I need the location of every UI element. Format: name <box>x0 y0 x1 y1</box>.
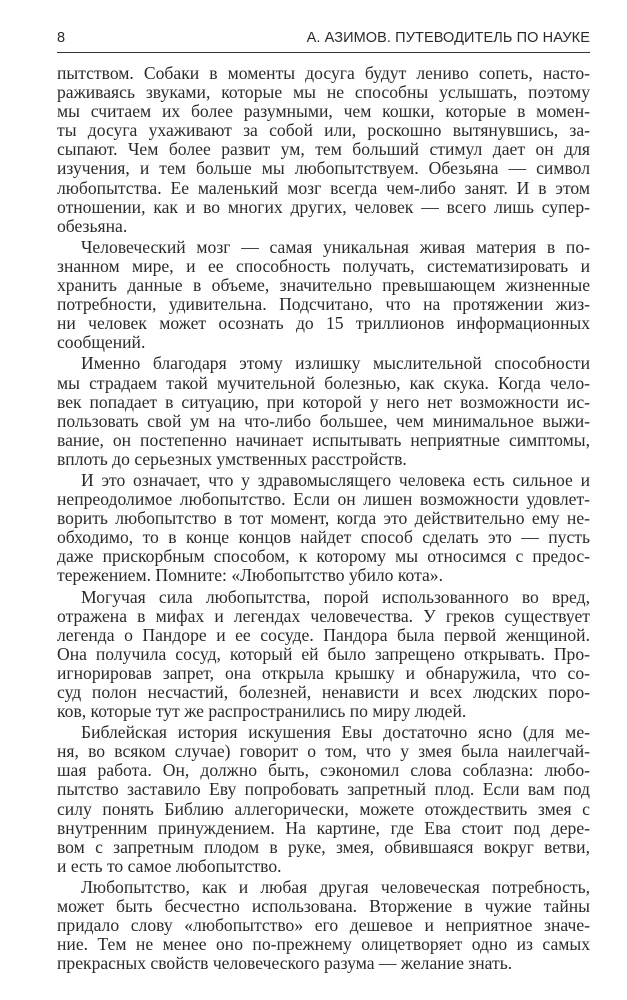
text-line: хранить данные в объеме, значительно превышающем жизненные <box>57 275 590 296</box>
text-line: Человеческий мозг — самая уникальная живая материя в по- <box>81 236 590 257</box>
text-line: непреодолимое любопытство. Если он лишен возможности удовлет- <box>57 489 590 510</box>
text-line: И это означает, что у здравомыслящего человека есть сильное и <box>81 469 590 490</box>
text-line: ня, во всяком случае) говорит о том, что у змея была наилегчай- <box>57 741 590 762</box>
text-line: внутренним принуждением. На картине, где Ева стоит под дере- <box>57 817 590 838</box>
running-header <box>57 28 590 53</box>
text-line: вплоть до серьезных умственных расстройств. <box>57 448 407 469</box>
text-line: знанном мире, и ее способность получать, систематизировать и <box>57 255 590 276</box>
text-line: вание, он постепенно начинает испытывать неприятные симптомы, <box>57 429 590 450</box>
text-line: обезьяна. <box>57 215 128 236</box>
text-line: суд полон несчастий, болезней, ненависти и всех людских поро- <box>57 682 590 702</box>
page-number: 8 <box>57 30 66 46</box>
text-line: век попадает в ситуацию, при которой у него нет возможности ис- <box>57 391 590 412</box>
text-line: пользовать свой ум на что-либо большее, чем минимальное выжи- <box>57 410 590 431</box>
text-line: отношении, как и во многих других, человек — всего лишь супер- <box>57 196 590 217</box>
text-line: Библейская история искушения Евы достаточно ясно (для ме- <box>81 722 590 743</box>
paragraph <box>57 723 590 876</box>
text-line: пытство заставило Еву попробовать запретный плод. Если вам под <box>57 779 590 800</box>
text-line: силу понять Библию аллегорически, можете отождествить змея с <box>57 798 590 819</box>
text-line: пытством. Собаки в моменты досуга будут лениво сопеть, насто- <box>57 63 590 83</box>
page-body-text <box>57 64 590 975</box>
text-line: Любопытство, как и любая другая человеческая потребность, <box>81 876 590 897</box>
text-line: сыпают. Чем более развит ум, тем больший стимул дает он для <box>57 139 590 160</box>
text-line: любопытства. Ее маленький мозг всегда чем-либо занят. И в этом <box>57 177 590 198</box>
paragraph <box>57 588 590 722</box>
text-line: ты досуга ухаживают за собой или, роскошно вытянувшись, за- <box>57 120 590 141</box>
text-line: даже прискорбным способом, к которому мы относимся с предос- <box>57 546 590 567</box>
text-line: ворить любопытство в тот момент, когда это действительно ему не- <box>57 508 590 529</box>
text-line: игнорировав запрет, она открыла крышку и обнаружила, что со- <box>57 662 590 683</box>
paragraph <box>57 354 590 469</box>
paragraph <box>57 878 590 973</box>
text-line: мы считаем их более разумными, чем кошки, которые в момен- <box>57 101 590 122</box>
paragraph <box>57 238 590 353</box>
text-line: Могучая сила любопытства, порой использованного во вред, <box>81 586 590 607</box>
text-line: Именно благодаря этому излишку мыслительной способности <box>81 353 590 374</box>
text-line: Она получила сосуд, который ей было запрещено открывать. Про- <box>57 643 590 664</box>
text-line: может быть бесчестно использована. Вторжение в чужие тайны <box>57 896 590 917</box>
text-line: ни человек может осознать до 15 триллионов информационных <box>57 313 590 334</box>
text-line: вом с запретным плодом в руке, змея, обвившаяся вокруг ветви, <box>57 836 590 857</box>
text-line: тережением. Помните: «Любопытство убило кота». <box>57 565 443 586</box>
paragraph <box>57 64 590 236</box>
text-line: отражена в мифах и легендах человечества. У греков существует <box>57 605 590 626</box>
text-line: ние. Тем не менее оно по-прежнему олицетворяет одно из самых <box>57 934 590 955</box>
text-line: шая работа. Он, должно быть, сэкономил слова соблазна: любо- <box>57 760 590 781</box>
text-line: легенда о Пандоре и ее сосуде. Пандора была первой женщиной. <box>57 624 590 645</box>
text-line: потребности, удивительна. Подсчитано, что на протяжении жиз- <box>57 294 590 315</box>
text-line: сообщений. <box>57 332 146 353</box>
running-title: А. АЗИМОВ. ПУТЕВОДИТЕЛЬ ПО НАУКЕ <box>306 30 590 46</box>
text-line: мы страдаем такой мучительной болезнью, как скука. Когда чело- <box>57 372 590 393</box>
text-line: и есть то самое любопытство. <box>57 855 282 876</box>
text-line: изучения, и тем больше мы любопытствуем. Обезьяна — символ <box>57 158 590 179</box>
text-line: обходимо, то в конце концов найдет способ сделать это — пусть <box>57 527 590 548</box>
text-line: прекрасных свойств человеческого разума — желание знать. <box>57 953 513 974</box>
text-line: раживаясь звуками, которые мы не способны услышать, поэтому <box>57 82 590 103</box>
text-line: ков, которые тут же распространились по миру людей. <box>57 701 467 722</box>
paragraph <box>57 471 590 586</box>
text-line: придало слову «любопытство» его дешевое и неприятное значе- <box>57 915 590 936</box>
